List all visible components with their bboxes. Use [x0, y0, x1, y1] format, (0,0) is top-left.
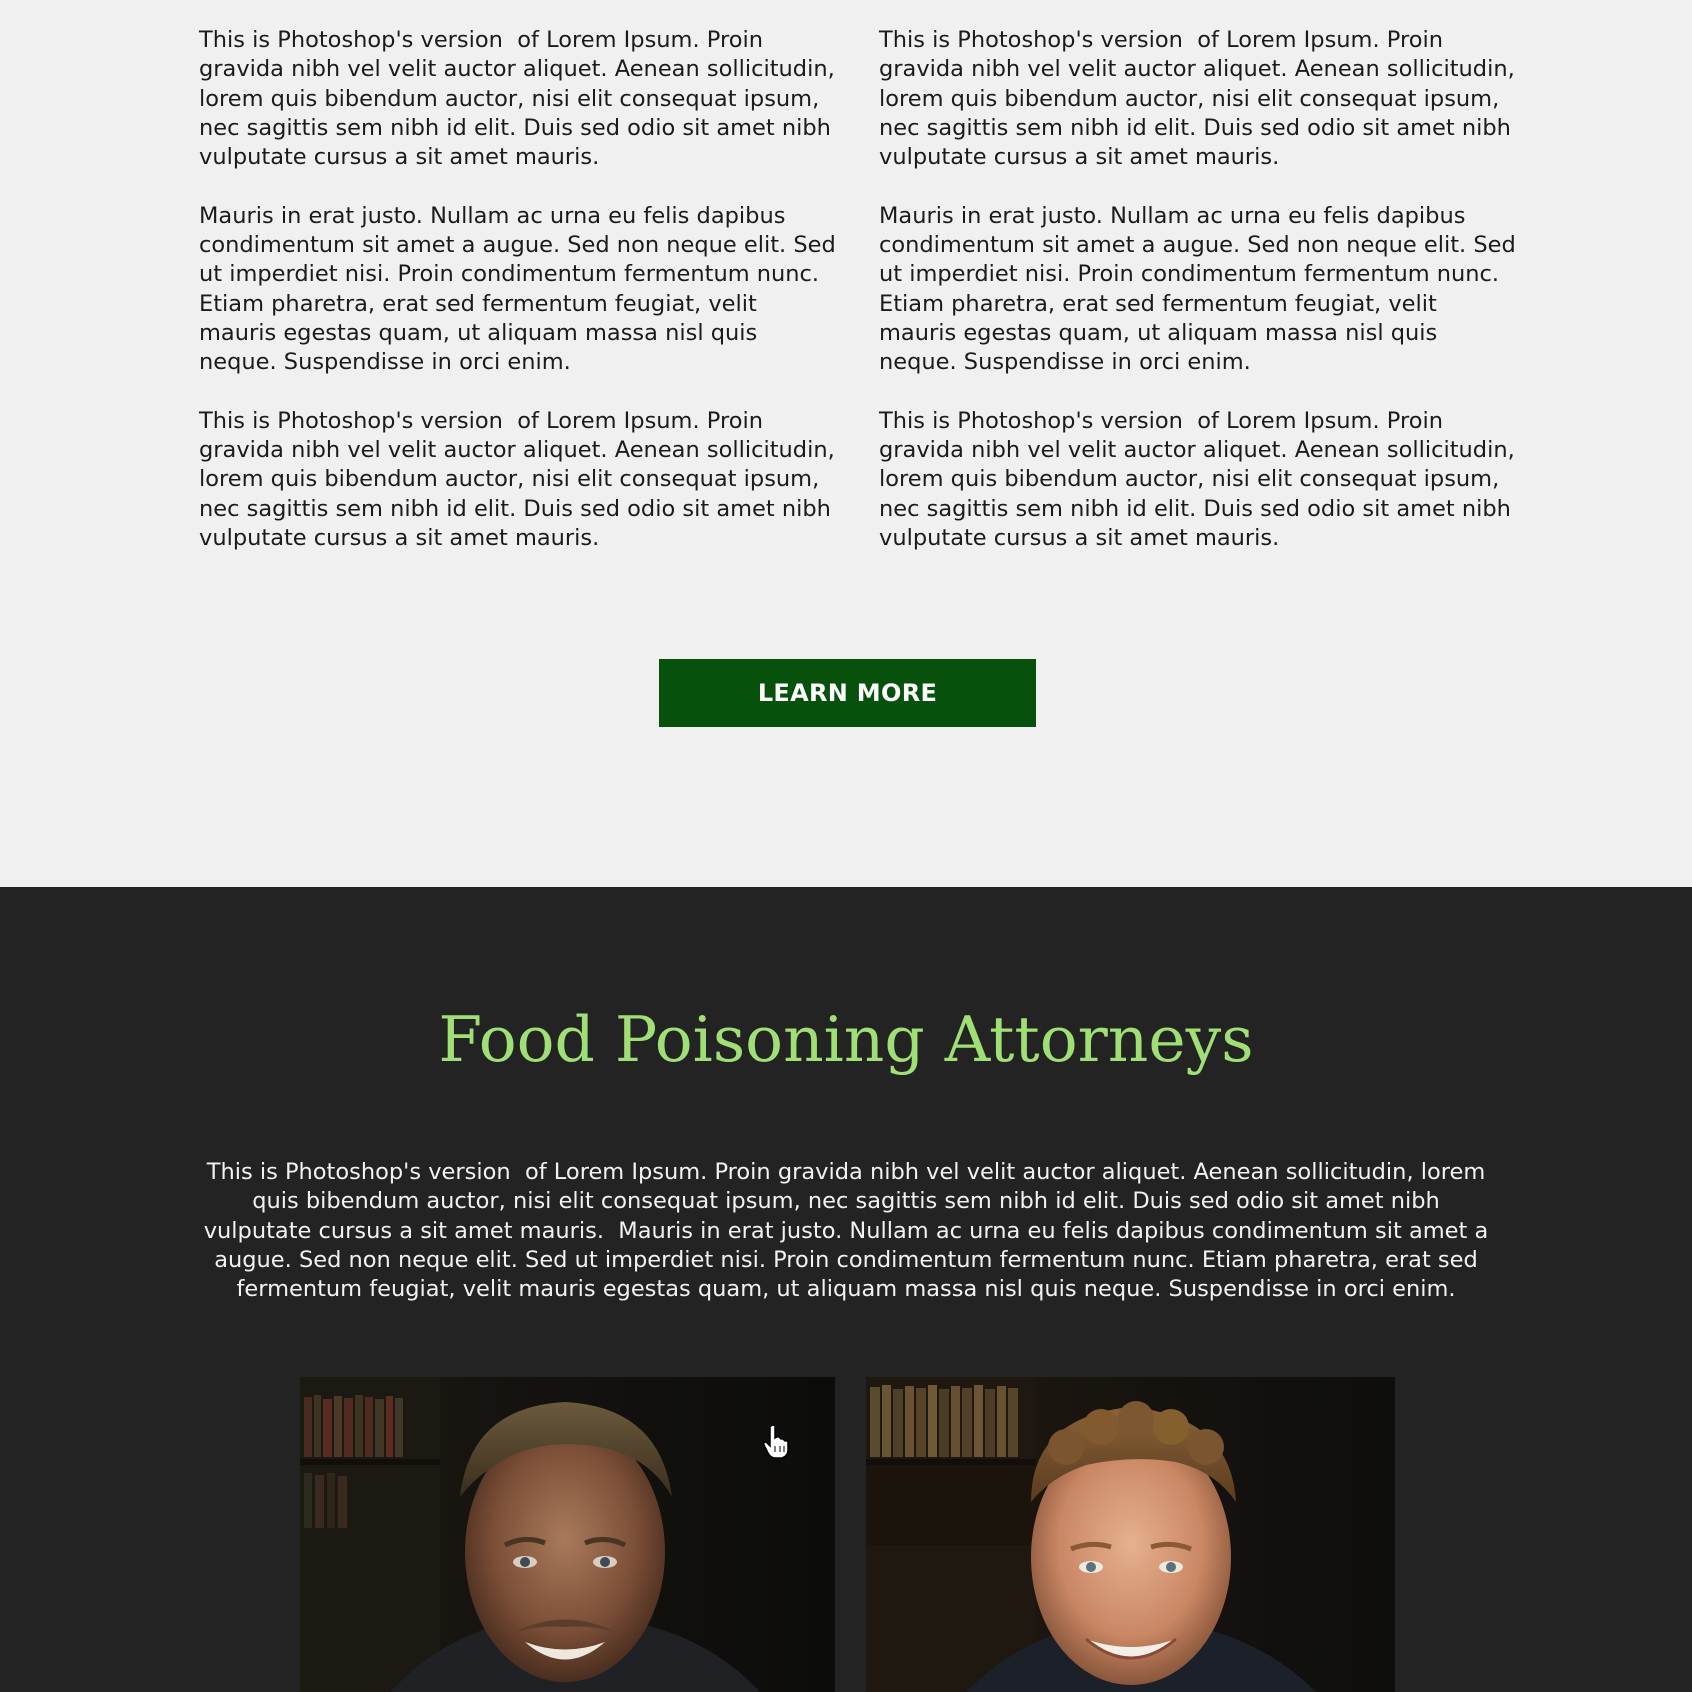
intro-left-paragraph-3: This is Photoshop's version of Lorem Ipsum. Proin gravida nibh vel velit auctor aliquet. Aenean sollicitudin, lorem quis bibendum auctor, nisi elit consequat ipsum, nec sagittis sem nibh id elit. Duis sed odio sit amet nibh vulputate cursus a sit amet mauris. [199, 407, 842, 552]
attorney-photo-2[interactable] [866, 1377, 1395, 1692]
intro-right-paragraph-1: This is Photoshop's version of Lorem Ipsum. Proin gravida nibh vel velit auctor aliquet. Aenean sollicitudin, lorem quis bibendum auctor, nisi elit consequat ipsum, nec sagittis sem nibh id elit. Duis sed odio sit amet nibh vulputate cursus a sit amet mauris. [879, 27, 1522, 171]
intro-left-paragraph-2: Mauris in erat justo. Nullam ac urna eu felis dapibus condimentum sit amet a augue. Sed non neque elit. Sed ut imperdiet nisi. Proin condimentum fermentum nunc. Etiam pharetra, erat sed fermentum feugiat, velit mauris egestas quam, ut aliquam massa nisl quis neque. Suspendisse in orci enim. [199, 202, 843, 376]
intro-right-column [879, 26, 1523, 583]
attorneys-section-body: This is Photoshop's version of Lorem Ipsum. Proin gravida nibh vel velit auctor aliquet. Aenean sollicitudin, lorem quis bibendum auctor, nisi elit consequat ipsum, nec sagittis sem nibh id elit. Duis sed odio sit amet nibh vulputate cursus a sit amet mauris. Mauris in erat justo. Nullam ac urna eu felis dapibus condimentum sit amet a augue. Sed non neque elit. Sed ut imperdiet nisi. Proin condimentum fermentum nunc. Etiam pharetra, erat sed fermentum feugiat, velit mauris egestas quam, ut aliquam massa nisl quis neque. Suspendisse in orci enim. [203, 1159, 1496, 1303]
intro-left-column [199, 26, 843, 583]
learn-more-button[interactable]: LEARN MORE [659, 659, 1036, 727]
attorney-photo-1[interactable] [300, 1377, 835, 1692]
attorneys-section-title: Food Poisoning Attorneys [438, 1003, 1254, 1076]
attorney-portrait-2 [866, 1377, 1395, 1692]
attorney-portrait-1 [300, 1377, 835, 1692]
intro-right-paragraph-3: This is Photoshop's version of Lorem Ipsum. Proin gravida nibh vel velit auctor aliquet. Aenean sollicitudin, lorem quis bibendum auctor, nisi elit consequat ipsum, nec sagittis sem nibh id elit. Duis sed odio sit amet nibh vulputate cursus a sit amet mauris. [879, 407, 1522, 552]
intro-left-paragraph-1: This is Photoshop's version of Lorem Ipsum. Proin gravida nibh vel velit auctor aliquet. Aenean sollicitudin, lorem quis bibendum auctor, nisi elit consequat ipsum, nec sagittis sem nibh id elit. Duis sed odio sit amet nibh vulputate cursus a sit amet mauris. [199, 27, 842, 171]
intro-right-paragraph-2: Mauris in erat justo. Nullam ac urna eu felis dapibus condimentum sit amet a augue. Sed non neque elit. Sed ut imperdiet nisi. Proin condimentum fermentum nunc. Etiam pharetra, erat sed fermentum feugiat, velit mauris egestas quam, ut aliquam massa nisl quis neque. Suspendisse in orci enim. [879, 202, 1523, 376]
